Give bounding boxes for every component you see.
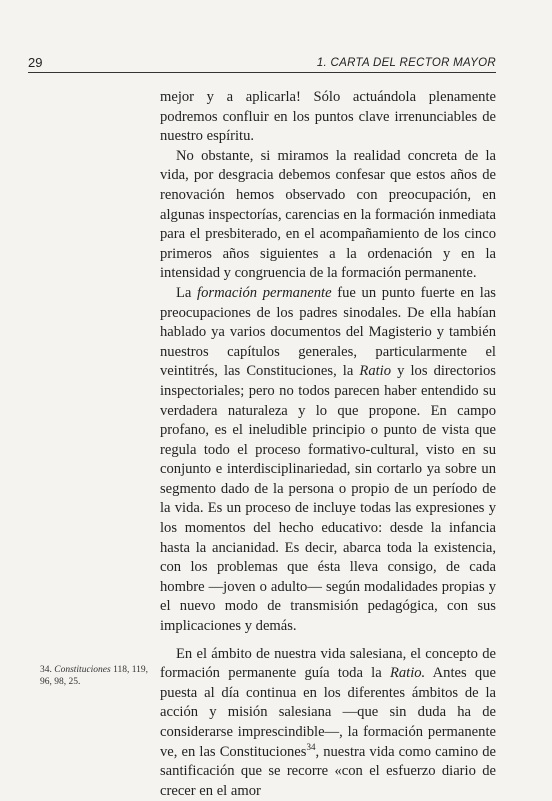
emphasis-ratio-2: Ratio. <box>389 665 426 682</box>
paragraph-4-text-c: , nuestra vida como camino de santificación que se recorre «con el esfuerzo diario de crecer en el amor <box>160 743 496 799</box>
footnote-marker: 34 <box>306 741 316 752</box>
body-text <box>160 88 496 801</box>
page-number: 29 <box>28 55 43 70</box>
paragraph-3-text-b: fue un punto fuerte en las preocupaciones de los padres sinodales. De ella habían hablado ya varios documentos del Magisterio y también nuestros capítulos generales, particularmente el veintitrés, las Constituciones, la <box>160 284 496 380</box>
paragraph-4-text-a: En el ámbito de nuestra vida salesiana, el concepto de formación permanente guía toda la <box>160 645 496 682</box>
footnote-number: 34. <box>40 665 52 675</box>
paragraph-3-text-a: La <box>176 284 198 301</box>
header-rule <box>28 72 496 73</box>
footnote-title: Constituciones <box>54 665 111 675</box>
paragraph-1: mejor y a aplicarla! Sólo actuándola plenamente podremos confluir en los puntos clave irrenunciables de nuestro espíritu. <box>160 89 496 145</box>
running-head: 1. CARTA DEL RECTOR MAYOR <box>316 57 496 69</box>
paragraph-4 <box>160 645 496 801</box>
paragraph-3 <box>160 284 496 637</box>
emphasis-formacion-permanente: formación permanente <box>197 284 332 301</box>
paragraph-4-text-b: Antes que puesta al día continua en los diferentes ámbitos de la acción y misión salesiana —que sin duda ha de considerarse imprescindible—, la formación permanente ve, en las Constituciones <box>160 665 496 760</box>
paragraph-2: No obstante, si miramos la realidad concreta de la vida, por desgracia debemos confesar que estos años de renovación hemos observado con preocupación, en algunas inspectorías, carencias en la formación inmediata para el presbiterado, en el acompañamiento de los cinco primeros años siguientes a la ordenación y en la intensidad y congruencia de la formación permanente. <box>160 147 496 282</box>
emphasis-ratio: Ratio <box>359 363 392 380</box>
paragraph-3-text-c: y los directorios inspectoriales; pero no todos parecen haber entendido su verdadera naturaleza y lo que propone. En campo profano, es el ineludible principio o punto de vista que regula todo el proceso formativo-cultural, visto en su conjunto e interdisciplinariedad, sin cortarlo ya sobre un segmento dado de la persona o propio de un período de la vida. Es un proceso de incluye todas las expresiones y los momentos del hecho educativo: desde la infancia hasta la ancianidad. Es decir, abarca toda la existencia, con los problemas que ésta lleva consigo, de cada hombre —joven o adulto— según modalidades propias y el nuevo modo de transmisión pedagógica, con sus implicaciones y demás. <box>160 363 496 635</box>
footnote-refs: 118, 119, 96, 98, 25. <box>40 665 149 687</box>
footnote-34 <box>40 664 150 688</box>
page-header <box>28 55 496 75</box>
